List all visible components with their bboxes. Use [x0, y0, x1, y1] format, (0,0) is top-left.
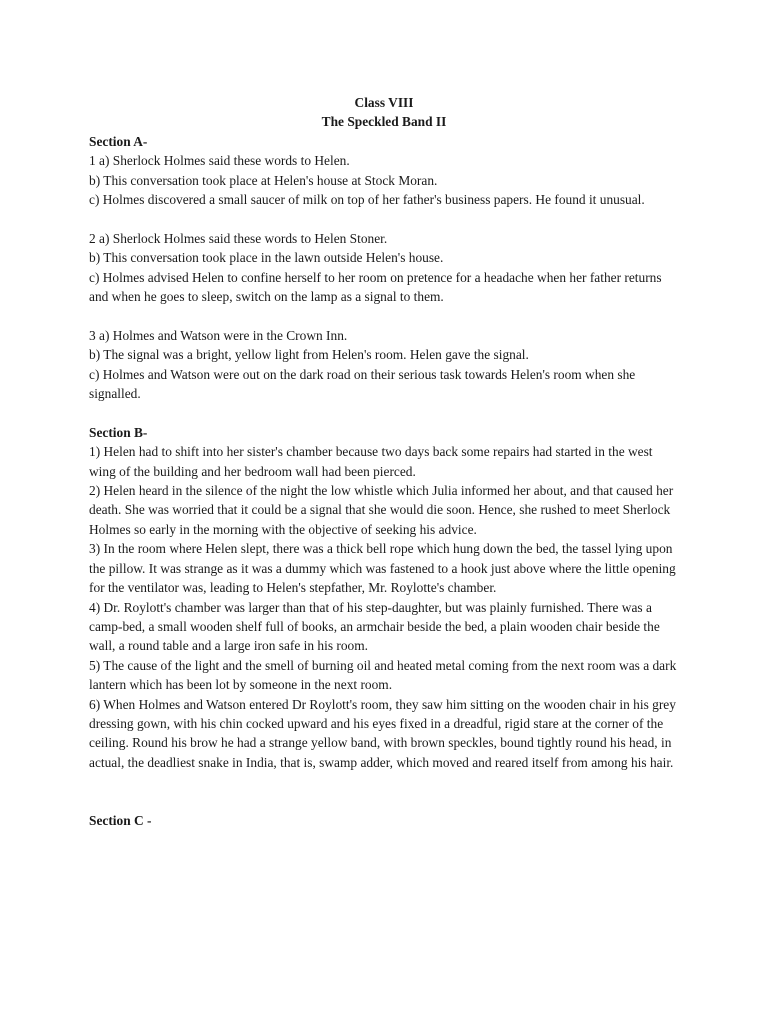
- chapter-title: The Speckled Band II: [321, 114, 447, 130]
- section-b-answer-6: 6) When Holmes and Watson entered Dr Roylott's room, they saw him sitting on the wooden chair in his grey dressing gown, with his chin cocked upward and his eyes fixed in a dreadful, rigid stare at the corner of the ceiling. Round his brow he had a strange yellow band, with brown speckles, bound tightly round his head, in actual, the deadliest snake in India, that is, swamp adder, which moved and reared itself from among his hair.: [89, 696, 676, 770]
- answer-1a: 1 a) Sherlock Holmes said these words to Helen.: [89, 153, 350, 169]
- spacer: [89, 772, 679, 811]
- answer-2c: c) Holmes advised Helen to confine herself to her room on pretence for a headache when her father returns and when he goes to sleep, switch on the lamp as a signal to them.: [89, 269, 662, 305]
- section-b-answer-5: 5) The cause of the light and the smell of burning oil and heated metal coming from the next room was a dark lantern which has been lot by someone in the next room.: [89, 657, 677, 693]
- answer-1c: c) Holmes discovered a small saucer of milk on top of her father's business papers. He found it unusual.: [89, 192, 645, 208]
- section-b-answer-1: 1) Helen had to shift into her sister's chamber because two days back some repairs had started in the west wing of the building and her bedroom wall had been pierced.: [89, 444, 653, 479]
- answer-3a: 3 a) Holmes and Watson were in the Crown Inn.: [89, 327, 348, 343]
- section-a-heading: Section A-: [89, 133, 148, 149]
- answer-1b: b) This conversation took place at Helen's house at Stock Moran.: [89, 172, 438, 188]
- section-b-answer-3: 3) In the room where Helen slept, there was a thick bell rope which hung down the bed, the tassel lying upon the pillow. It was strange as it was a dummy which was fastened to a hook just above where the little opening for the ventilator was, leading to Helen's stepfather, Mr. Roylotte's chamber.: [89, 541, 676, 596]
- answer-2a: 2 a) Sherlock Holmes said these words to Helen Stoner.: [89, 230, 388, 246]
- section-b-answer-2: 2) Helen heard in the silence of the night the low whistle which Julia informed her about, and that caused her death. She was worried that it could be a signal that she would die soon. Hence, she rushed to meet Sherlock Holmes so early in the morning with the objective of seeking his advice.: [89, 483, 674, 537]
- section-c-heading: Section C -: [89, 812, 152, 828]
- answer-3c: c) Holmes and Watson were out on the dark road on their serious task towards Helen's room when she signalled.: [89, 366, 636, 402]
- class-label: Class VIII: [354, 95, 414, 110]
- answer-2b: b) This conversation took place in the lawn outside Helen's house.: [89, 250, 444, 266]
- spacer: [89, 209, 679, 228]
- spacer: [89, 306, 679, 325]
- spacer: [89, 403, 679, 422]
- document-page: [89, 93, 679, 830]
- answer-3b: b) The signal was a bright, yellow light from Helen's room. Helen gave the signal.: [89, 347, 529, 363]
- section-b-answer-4: 4) Dr. Roylott's chamber was larger than that of his step-daughter, but was plainly furnished. There was a camp-bed, a small wooden shelf full of books, an armchair beside the bed, a plain wooden chair beside the wall, a round table and a large iron safe in his room.: [89, 599, 660, 654]
- section-b-heading: Section B-: [89, 424, 148, 440]
